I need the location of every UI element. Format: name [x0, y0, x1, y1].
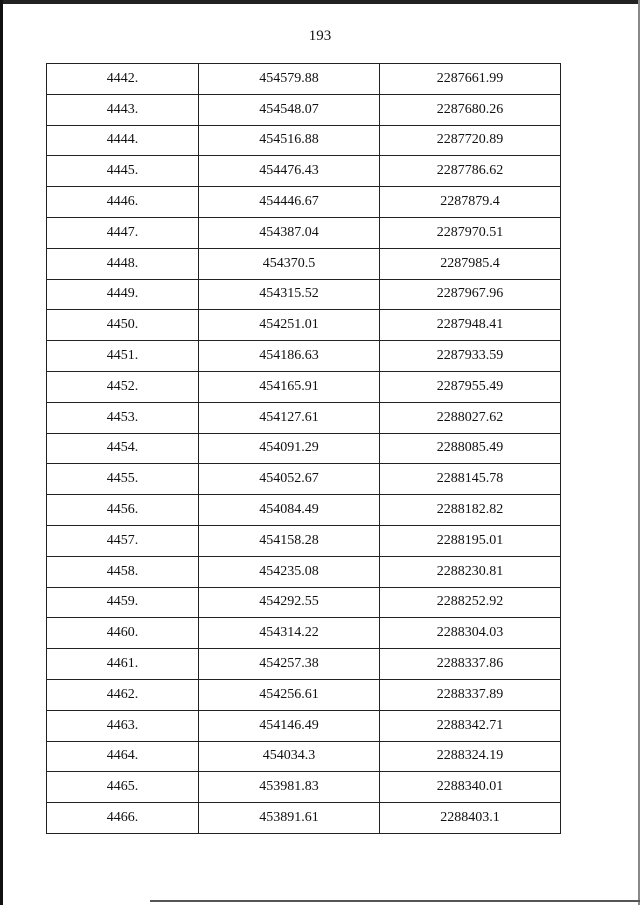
x-coordinate-cell: 454257.38: [199, 649, 380, 680]
y-coordinate-cell: 2288145.78: [380, 464, 561, 495]
point-number-cell: 4455.: [47, 464, 199, 495]
point-number-cell: 4446.: [47, 187, 199, 218]
point-number-cell: 4443.: [47, 94, 199, 125]
scan-border-top: [0, 0, 640, 4]
y-coordinate-cell: 2287720.89: [380, 125, 561, 156]
y-coordinate-cell: 2288340.01: [380, 772, 561, 803]
table-row: [47, 556, 561, 587]
point-number-cell: 4456.: [47, 495, 199, 526]
x-coordinate-cell: 453981.83: [199, 772, 380, 803]
x-coordinate-cell: 454052.67: [199, 464, 380, 495]
y-coordinate-cell: 2287985.4: [380, 248, 561, 279]
point-number-cell: 4449.: [47, 279, 199, 310]
point-number-cell: 4460.: [47, 618, 199, 649]
point-number-cell: 4461.: [47, 649, 199, 680]
x-coordinate-cell: 454446.67: [199, 187, 380, 218]
table-row: [47, 741, 561, 772]
table-row: [47, 772, 561, 803]
x-coordinate-cell: 454158.28: [199, 525, 380, 556]
point-number-cell: 4466.: [47, 803, 199, 834]
x-coordinate-cell: 454127.61: [199, 402, 380, 433]
x-coordinate-cell: 454146.49: [199, 710, 380, 741]
point-number-cell: 4463.: [47, 710, 199, 741]
point-number-cell: 4447.: [47, 217, 199, 248]
x-coordinate-cell: 454091.29: [199, 433, 380, 464]
point-number-cell: 4450.: [47, 310, 199, 341]
table-row: [47, 803, 561, 834]
table-row: [47, 187, 561, 218]
x-coordinate-cell: 454034.3: [199, 741, 380, 772]
y-coordinate-cell: 2288182.82: [380, 495, 561, 526]
point-number-cell: 4448.: [47, 248, 199, 279]
scan-border-bottom: [150, 900, 640, 902]
y-coordinate-cell: 2288337.89: [380, 679, 561, 710]
table-row: [47, 464, 561, 495]
point-number-cell: 4465.: [47, 772, 199, 803]
table-row: [47, 125, 561, 156]
y-coordinate-cell: 2288027.62: [380, 402, 561, 433]
y-coordinate-cell: 2287948.41: [380, 310, 561, 341]
table-row: [47, 710, 561, 741]
table-row: [47, 618, 561, 649]
x-coordinate-cell: 454165.91: [199, 371, 380, 402]
table-row: [47, 310, 561, 341]
x-coordinate-cell: 454084.49: [199, 495, 380, 526]
x-coordinate-cell: 454251.01: [199, 310, 380, 341]
y-coordinate-cell: 2288403.1: [380, 803, 561, 834]
x-coordinate-cell: 454476.43: [199, 156, 380, 187]
point-number-cell: 4451.: [47, 341, 199, 372]
table-row: [47, 525, 561, 556]
y-coordinate-cell: 2287661.99: [380, 64, 561, 95]
y-coordinate-cell: 2287967.96: [380, 279, 561, 310]
x-coordinate-cell: 454548.07: [199, 94, 380, 125]
x-coordinate-cell: 454370.5: [199, 248, 380, 279]
table-row: [47, 495, 561, 526]
y-coordinate-cell: 2287970.51: [380, 217, 561, 248]
point-number-cell: 4442.: [47, 64, 199, 95]
table-row: [47, 433, 561, 464]
y-coordinate-cell: 2288230.81: [380, 556, 561, 587]
x-coordinate-cell: 454292.55: [199, 587, 380, 618]
point-number-cell: 4454.: [47, 433, 199, 464]
y-coordinate-cell: 2287955.49: [380, 371, 561, 402]
x-coordinate-cell: 454579.88: [199, 64, 380, 95]
point-number-cell: 4462.: [47, 679, 199, 710]
point-number-cell: 4464.: [47, 741, 199, 772]
y-coordinate-cell: 2288195.01: [380, 525, 561, 556]
table-row: [47, 679, 561, 710]
point-number-cell: 4457.: [47, 525, 199, 556]
y-coordinate-cell: 2288304.03: [380, 618, 561, 649]
y-coordinate-cell: 2288252.92: [380, 587, 561, 618]
y-coordinate-cell: 2288337.86: [380, 649, 561, 680]
x-coordinate-cell: 454186.63: [199, 341, 380, 372]
x-coordinate-cell: 454235.08: [199, 556, 380, 587]
y-coordinate-cell: 2287879.4: [380, 187, 561, 218]
y-coordinate-cell: 2287680.26: [380, 94, 561, 125]
table-row: [47, 248, 561, 279]
point-number-cell: 4444.: [47, 125, 199, 156]
point-number-cell: 4452.: [47, 371, 199, 402]
table-row: [47, 341, 561, 372]
table-row: [47, 279, 561, 310]
coordinates-table-body: [47, 64, 561, 834]
x-coordinate-cell: 454387.04: [199, 217, 380, 248]
x-coordinate-cell: 454314.22: [199, 618, 380, 649]
y-coordinate-cell: 2288324.19: [380, 741, 561, 772]
x-coordinate-cell: 454516.88: [199, 125, 380, 156]
point-number-cell: 4453.: [47, 402, 199, 433]
table-row: [47, 94, 561, 125]
scan-border-left: [0, 0, 3, 905]
x-coordinate-cell: 453891.61: [199, 803, 380, 834]
point-number-cell: 4445.: [47, 156, 199, 187]
table-row: [47, 217, 561, 248]
y-coordinate-cell: 2287933.59: [380, 341, 561, 372]
table-row: [47, 402, 561, 433]
x-coordinate-cell: 454256.61: [199, 679, 380, 710]
point-number-cell: 4458.: [47, 556, 199, 587]
coordinates-table: [46, 63, 561, 834]
table-row: [47, 156, 561, 187]
table-row: [47, 587, 561, 618]
y-coordinate-cell: 2288342.71: [380, 710, 561, 741]
y-coordinate-cell: 2288085.49: [380, 433, 561, 464]
page-number: 193: [308, 28, 332, 44]
table-row: [47, 371, 561, 402]
y-coordinate-cell: 2287786.62: [380, 156, 561, 187]
table-row: [47, 64, 561, 95]
x-coordinate-cell: 454315.52: [199, 279, 380, 310]
point-number-cell: 4459.: [47, 587, 199, 618]
table-row: [47, 649, 561, 680]
